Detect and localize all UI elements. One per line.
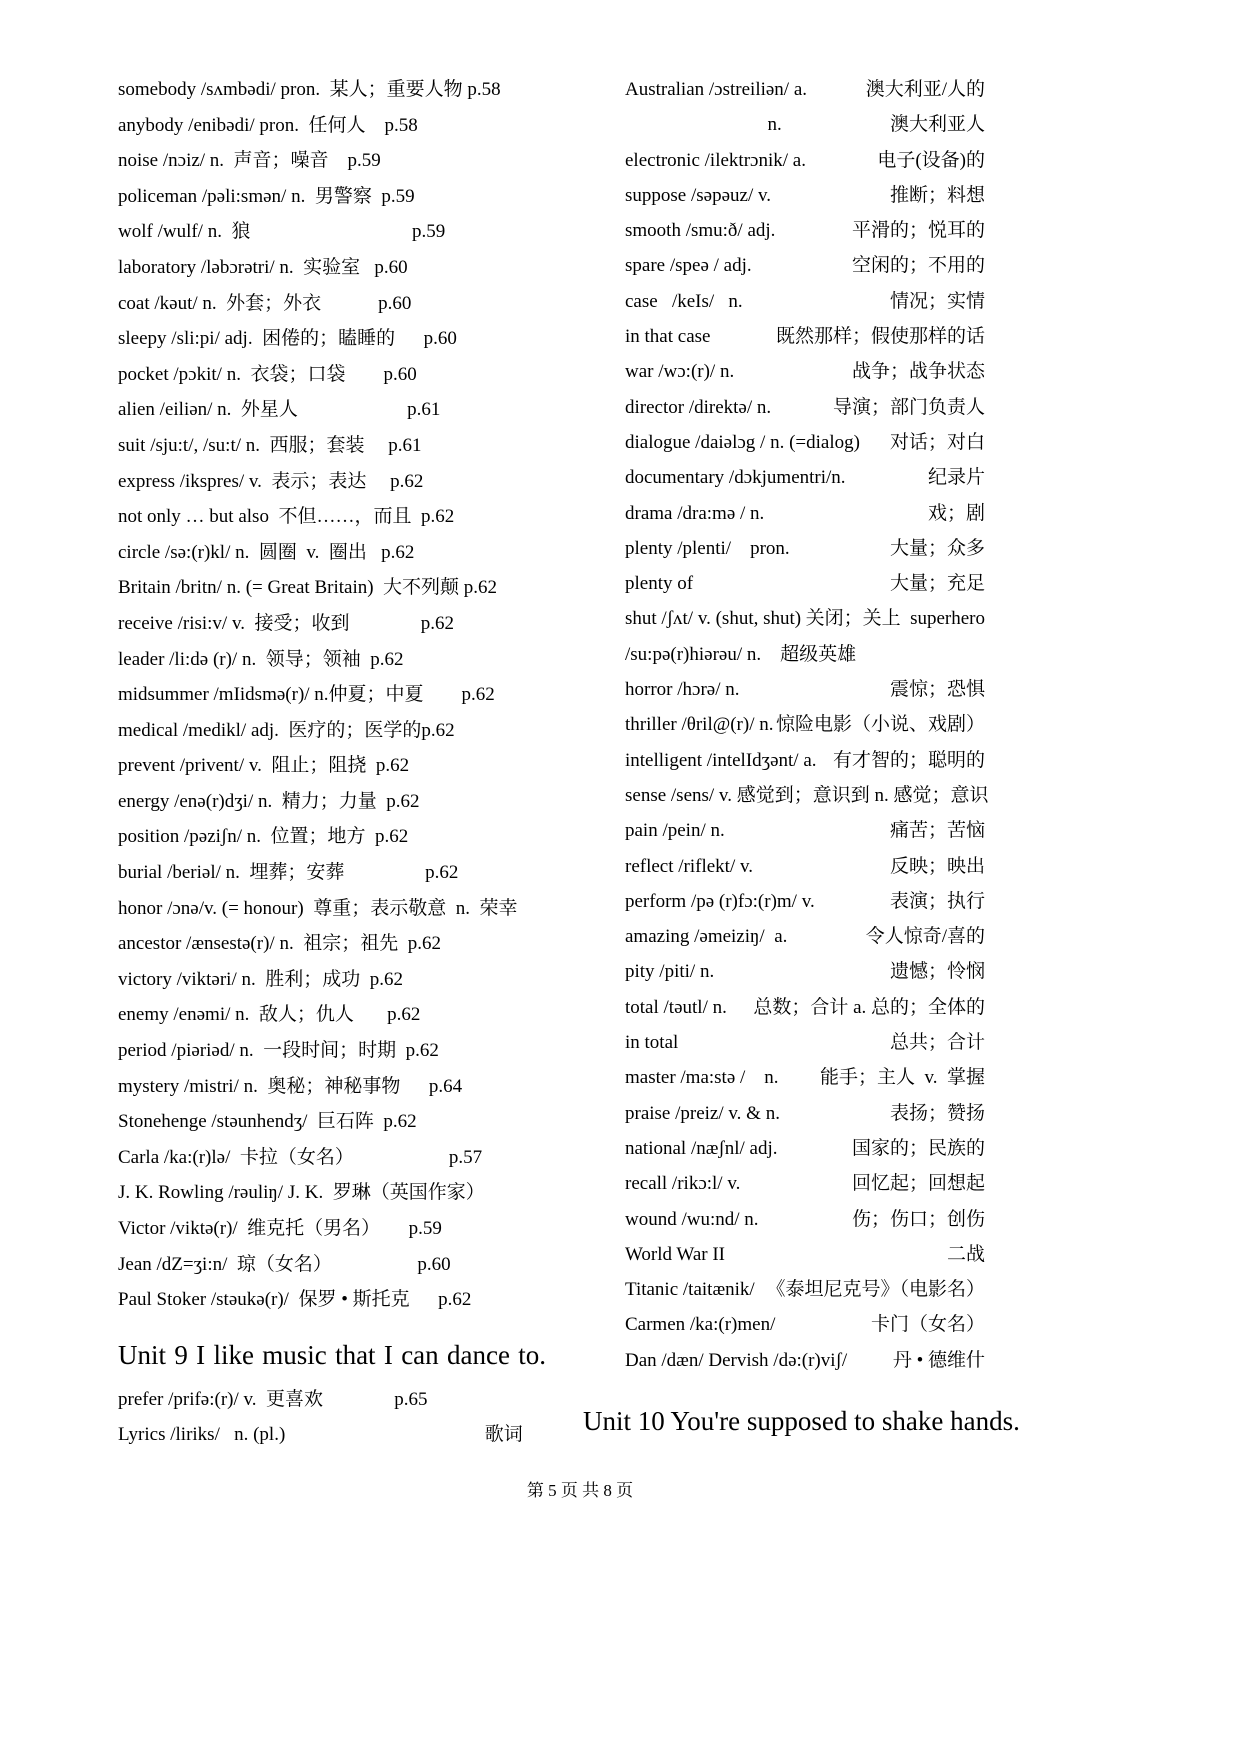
vocab-entry	[625, 107, 985, 142]
vocab-entry	[625, 1272, 985, 1307]
entry-english: World War II	[625, 1243, 726, 1265]
vocab-entry: noise /nɔiz/ n. 声音；噪音 p.59	[118, 150, 381, 172]
entry-english: Dan /dæn/ Dervish /də:(r)viʃ/	[625, 1349, 848, 1371]
vocab-entry: medical /medikl/ adj. 医疗的；医学的p.62	[118, 719, 455, 741]
vocab-entry: somebody /sʌmbədi/ pron. 某人；重要人物 p.58	[118, 79, 501, 100]
vocab-entry: circle /sə:(r)kl/ n. 圆圈 v. 圈出 p.62	[118, 541, 415, 563]
entry-chinese: 惊险电影（小说、戏剧）	[775, 714, 985, 736]
entry-chinese: 反映；映出	[889, 855, 985, 877]
entry-chinese: 既然那样；假使那样的话	[775, 326, 985, 348]
entry-english: in total	[625, 1032, 679, 1054]
vocab-entry	[625, 1060, 985, 1095]
entry-chinese: 表扬；赞扬	[889, 1102, 985, 1124]
entry-chinese: 总数；合计 a. 总的；全体的	[753, 996, 985, 1018]
entry-chinese: 大量；众多	[889, 537, 985, 559]
left-column-entries	[118, 72, 588, 1318]
entry-chinese: 导演；部门负责人	[832, 396, 985, 418]
vocab-entry: J. K. Rowling /rəuliŋ/ J. K. 罗琳（英国作家）	[118, 1182, 485, 1204]
vocab-entry	[625, 248, 985, 283]
unit-10-heading: Unit 10 You're supposed to shake hands.	[583, 1405, 1020, 1436]
vocab-entry: Carla /ka:(r)lə/ 卡拉（女名） p.57	[118, 1146, 483, 1168]
vocab-entry	[625, 354, 985, 389]
vocab-entry: ancestor /ænsestə(r)/ n. 祖宗；祖先 p.62	[118, 933, 441, 955]
entry-english: director /direktə/ n.	[625, 396, 772, 418]
entry-chinese: 澳大利亚人	[889, 114, 985, 136]
vocab-entry: not only … but also 不但……，而且 p.62	[118, 506, 455, 528]
entry-chinese: 令人惊奇/喜的	[865, 926, 985, 948]
vocab-entry: leader /li:də (r)/ n. 领导；领袖 p.62	[118, 648, 404, 670]
vocab-entry: anybody /enibədi/ pron. 任何人 p.58	[118, 114, 418, 136]
vocab-entry	[625, 849, 985, 884]
vocab-entry: wolf /wulf/ n. 狼 p.59	[118, 221, 446, 243]
entry-chinese: 推断；料想	[889, 184, 985, 206]
right-column-entries	[625, 72, 989, 1378]
entry-chinese: 震惊；恐惧	[889, 679, 985, 701]
vocab-entry	[625, 1131, 985, 1166]
vocab-entry	[625, 284, 985, 319]
vocab-entry: laboratory /ləbɔrətri/ n. 实验室 p.60	[118, 256, 408, 278]
entry-chinese: 有才智的；聪明的	[832, 749, 985, 771]
vocab-entry	[625, 460, 985, 495]
vocab-entry	[625, 1307, 985, 1342]
entry-english: in that case	[625, 326, 711, 348]
vocab-entry: Victor /viktə(r)/ 维克托（男名） p.59	[118, 1218, 442, 1239]
vocab-entry	[625, 1202, 985, 1237]
entry-english: recall /rikɔ:l/ v.	[625, 1173, 741, 1195]
entry-chinese: 大量；充足	[889, 573, 985, 595]
right-column	[583, 72, 1020, 1442]
vocab-entry: suit /sju:t/, /su:t/ n. 西服；套装 p.61	[118, 434, 422, 456]
left-column-post-heading-entries	[118, 1382, 588, 1453]
entry-chinese: 空闲的；不用的	[851, 255, 985, 277]
entry-english: shut /ʃʌt/ v. (shut, shut)	[625, 608, 802, 630]
entry-english: national /næʃnl/ adj.	[625, 1137, 778, 1159]
entry-chinese: 卡门（女名）	[870, 1314, 985, 1336]
vocab-entry	[625, 637, 985, 672]
vocab-entry: prevent /privent/ v. 阻止；阻挠 p.62	[118, 755, 410, 777]
entry-english: smooth /smu:ð/ adj.	[625, 220, 776, 242]
vocab-entry: Stonehenge /stəunhendʒ/ 巨石阵 p.62	[118, 1111, 417, 1133]
entry-chinese: 国家的；民族的	[851, 1137, 985, 1159]
vocab-entry: policeman /pəli:smən/ n. 男警察 p.59	[118, 185, 415, 207]
entry-english: suppose /səpəuz/ v.	[625, 184, 771, 206]
entry-english: Titanic /taitænik/	[625, 1279, 755, 1301]
vocab-entry	[625, 425, 985, 460]
vocab-entry: Britain /britn/ n. (= Great Britain) 大不列颠 p.62	[118, 577, 498, 599]
entry-english: Carmen /ka:(r)men/	[625, 1314, 776, 1336]
vocab-entry	[625, 143, 985, 178]
vocab-entry: coat /kəut/ n. 外套；外衣 p.60	[118, 292, 412, 314]
vocab-entry	[625, 178, 985, 213]
vocab-entry	[625, 884, 985, 919]
entry-chinese: 总共；合计	[889, 1032, 985, 1054]
vocab-entry: express /ikspres/ v. 表示；表达 p.62	[118, 470, 424, 492]
vocab-entry: honor /ɔnə/v. (= honour) 尊重；表示敬意 n. 荣幸	[118, 897, 518, 919]
entry-chinese: 平滑的；悦耳的	[851, 220, 985, 242]
entry-english: praise /preiz/ v. & n.	[625, 1102, 780, 1124]
vocab-entry: pocket /pɔkit/ n. 衣袋；口袋 p.60	[118, 363, 417, 385]
entry-english: wound /wu:nd/ n.	[625, 1208, 759, 1230]
entry-chinese: 《泰坦尼克号》（电影名）	[766, 1279, 985, 1301]
vocab-entry: mystery /mistri/ n. 奥秘；神秘事物 p.64	[118, 1075, 463, 1097]
entry-english: pain /pein/ n.	[625, 820, 725, 842]
vocab-entry	[625, 743, 985, 778]
vocab-entry: midsummer /mIidsmə(r)/ n.仲夏；中夏 p.62	[118, 684, 495, 706]
entry-english: pity /piti/ n.	[625, 961, 715, 983]
vocab-entry: burial /beriəl/ n. 埋葬；安葬 p.62	[118, 862, 459, 884]
vocab-entry	[625, 990, 985, 1025]
entry-english: dialogue /daiəlɔg / n. (=dialog)	[625, 431, 860, 453]
entry-chinese: 澳大利亚/人的	[865, 79, 985, 100]
entry-chinese: 对话；对白	[889, 431, 985, 453]
vocab-entry	[625, 496, 985, 531]
left-column	[118, 72, 588, 1453]
entry-english: sense /sens/ v. 感觉到；意识到 n. 感觉；意识	[625, 784, 989, 806]
entry-english: amazing /əmeiziŋ/ a.	[625, 926, 788, 948]
entry-english: Australian /ɔstreiliən/ a.	[625, 79, 808, 100]
vocab-entry: victory /viktəri/ n. 胜利；成功 p.62	[118, 968, 403, 990]
vocab-entry	[625, 1343, 985, 1378]
vocab-entry	[625, 601, 985, 636]
entry-english: perform /pə (r)fɔ:(r)m/ v.	[625, 890, 815, 912]
entry-chinese: 电子(设备)的	[877, 149, 985, 171]
entry-english: n.	[625, 114, 782, 136]
vocab-entry	[625, 531, 985, 566]
entry-chinese: 伤；伤口；创伤	[851, 1208, 985, 1230]
entry-chinese: 关闭；关上 superhero	[805, 608, 985, 630]
vocab-entry: enemy /enəmi/ n. 敌人；仇人 p.62	[118, 1004, 421, 1026]
unit-9-heading: Unit 9 I like music that I can dance to.	[118, 1339, 546, 1370]
vocab-entry: alien /eiliən/ n. 外星人 p.61	[118, 399, 441, 421]
entry-english: master /ma:stə / n.	[625, 1067, 779, 1089]
vocab-entry	[625, 72, 985, 107]
vocab-entry	[625, 319, 985, 354]
vocab-entry	[625, 1237, 985, 1272]
entry-english: thriller /θril@(r)/ n.	[625, 714, 774, 736]
entry-english: case /keIs/ n.	[625, 290, 743, 312]
vocab-entry	[625, 919, 985, 954]
entry-english: intelligent /intelIdʒənt/ a.	[625, 749, 817, 771]
vocab-entry	[625, 954, 985, 989]
entry-english: reflect /riflekt/ v.	[625, 855, 754, 877]
vocab-entry	[625, 813, 985, 848]
vocab-entry: prefer /prifə:(r)/ v. 更喜欢 p.65	[118, 1388, 428, 1410]
entry-english: plenty /plenti/ pron.	[625, 537, 790, 559]
entry-chinese: 能手；主人 v. 掌握	[819, 1067, 985, 1089]
vocab-entry	[625, 1025, 985, 1060]
entry-chinese: 纪录片	[927, 467, 985, 489]
entry-english: documentary /dɔkjumentri/n.	[625, 467, 846, 489]
vocab-entry	[625, 1166, 985, 1201]
vocab-entry: period /piəriəd/ n. 一段时间；时期 p.62	[118, 1040, 439, 1062]
vocab-entry	[625, 707, 985, 742]
vocab-entry: sleepy /sli:pi/ adj. 困倦的；瞌睡的 p.60	[118, 328, 457, 350]
entry-chinese: 痛苦；苦恼	[889, 820, 985, 842]
vocab-entry: Paul Stoker /stəukə(r)/ 保罗 • 斯托克 p.62	[118, 1289, 472, 1311]
entry-chinese: 情况；实情	[889, 290, 985, 312]
entry-chinese: 战争；战争状态	[851, 361, 985, 383]
entry-english: total /təutl/ n.	[625, 996, 727, 1018]
page-number-footer: 第 5 页 共 8 页	[526, 1481, 634, 1500]
entry-chinese: 表演；执行	[889, 890, 985, 912]
entry-english: plenty of	[625, 573, 694, 595]
entry-chinese: 回忆起；回想起	[851, 1173, 985, 1195]
entry-english: war /wɔ:(r)/ n.	[625, 361, 735, 383]
vocab-entry	[625, 1096, 985, 1131]
entry-english: horror /hɔrə/ n.	[625, 679, 740, 701]
entry-chinese: 遗憾；怜悯	[889, 961, 985, 983]
vocab-entry	[625, 566, 985, 601]
entry-english: /su:pə(r)hiərəu/ n. 超级英雄	[625, 643, 857, 665]
vocab-entry: Lyrics /liriks/ n. (pl.) 歌词	[118, 1424, 523, 1446]
entry-chinese: 丹 • 德维什	[892, 1349, 985, 1371]
vocab-entry: energy /enə(r)dʒi/ n. 精力；力量 p.62	[118, 790, 420, 812]
entry-english: drama /dra:mə / n.	[625, 502, 765, 524]
vocab-entry: Jean /dZ=ʒi:n/ 琼（女名） p.60	[118, 1253, 451, 1275]
vocab-entry	[625, 778, 989, 813]
entry-english: spare /speə / adj.	[625, 255, 752, 277]
vocab-entry: position /pəziʃn/ n. 位置；地方 p.62	[118, 826, 409, 848]
vocab-entry	[625, 390, 985, 425]
vocab-entry: receive /risi:v/ v. 接受；收到 p.62	[118, 612, 454, 634]
entry-english: electronic /ilektrɔnik/ a.	[625, 149, 806, 171]
entry-chinese: 戏；剧	[927, 502, 985, 524]
entry-chinese: 二战	[946, 1243, 985, 1265]
vocab-entry	[625, 672, 985, 707]
vocab-entry	[625, 213, 985, 248]
